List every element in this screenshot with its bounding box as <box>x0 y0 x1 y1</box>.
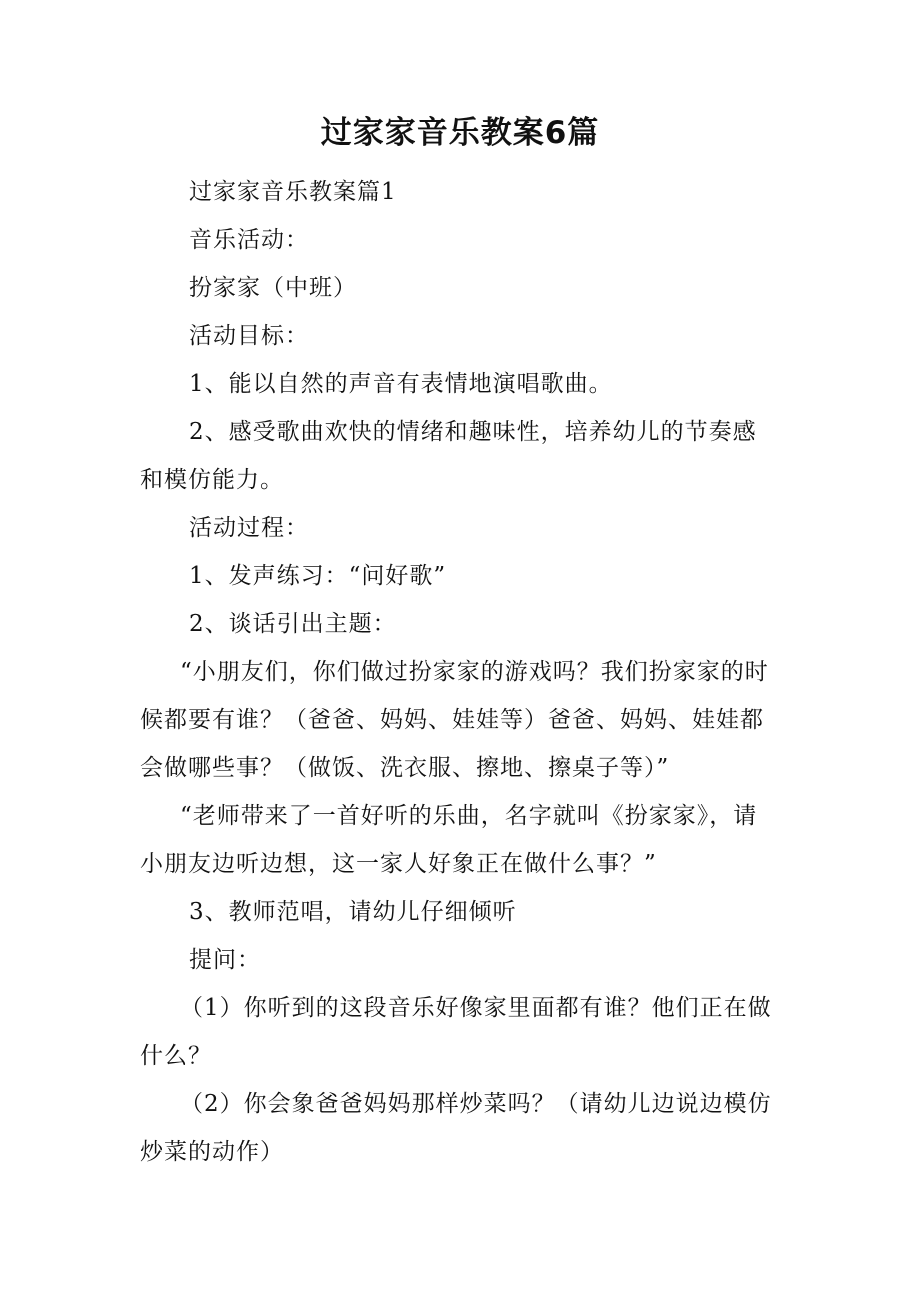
paragraph: （1）你听到的这段音乐好像家里面都有谁？他们正在做什么？ <box>140 995 772 1069</box>
document-body <box>140 168 780 1176</box>
paragraph: 2、谈话引出主题： <box>189 611 397 637</box>
paragraph: 活动目标： <box>189 323 309 349</box>
document-title: 过家家音乐教案6篇 <box>320 115 600 151</box>
paragraph: 3、教师范唱，请幼儿仔细倾听 <box>189 899 517 925</box>
paragraph: “小朋友们，你们做过扮家家的游戏吗？我们扮家家的时候都要有谁？（爸爸、妈妈、娃娃等）爸爸、妈妈、娃娃都会做哪些事？（做饭、洗衣服、擦地、擦桌子等）” <box>140 659 769 781</box>
paragraph: 扮家家（中班） <box>189 275 357 301</box>
paragraph: 活动过程： <box>189 515 309 541</box>
section-heading: 过家家音乐教案篇1 <box>189 179 397 205</box>
paragraph: 1、能以自然的声音有表情地演唱歌曲。 <box>189 371 613 397</box>
paragraph: 提问： <box>189 947 261 973</box>
paragraph: 1、发声练习：“问好歌” <box>189 563 447 589</box>
paragraph: 2、感受歌曲欢快的情绪和趣味性，培养幼儿的节奏感和模仿能力。 <box>140 419 757 493</box>
paragraph: “老师带来了一首好听的乐曲，名字就叫《扮家家》，请小朋友边听边想，这一家人好象正在做什么事？” <box>140 803 758 877</box>
paragraph: 音乐活动： <box>189 227 309 253</box>
paragraph: （2）你会象爸爸妈妈那样炒菜吗？（请幼儿边说边模仿炒菜的动作） <box>140 1091 772 1165</box>
